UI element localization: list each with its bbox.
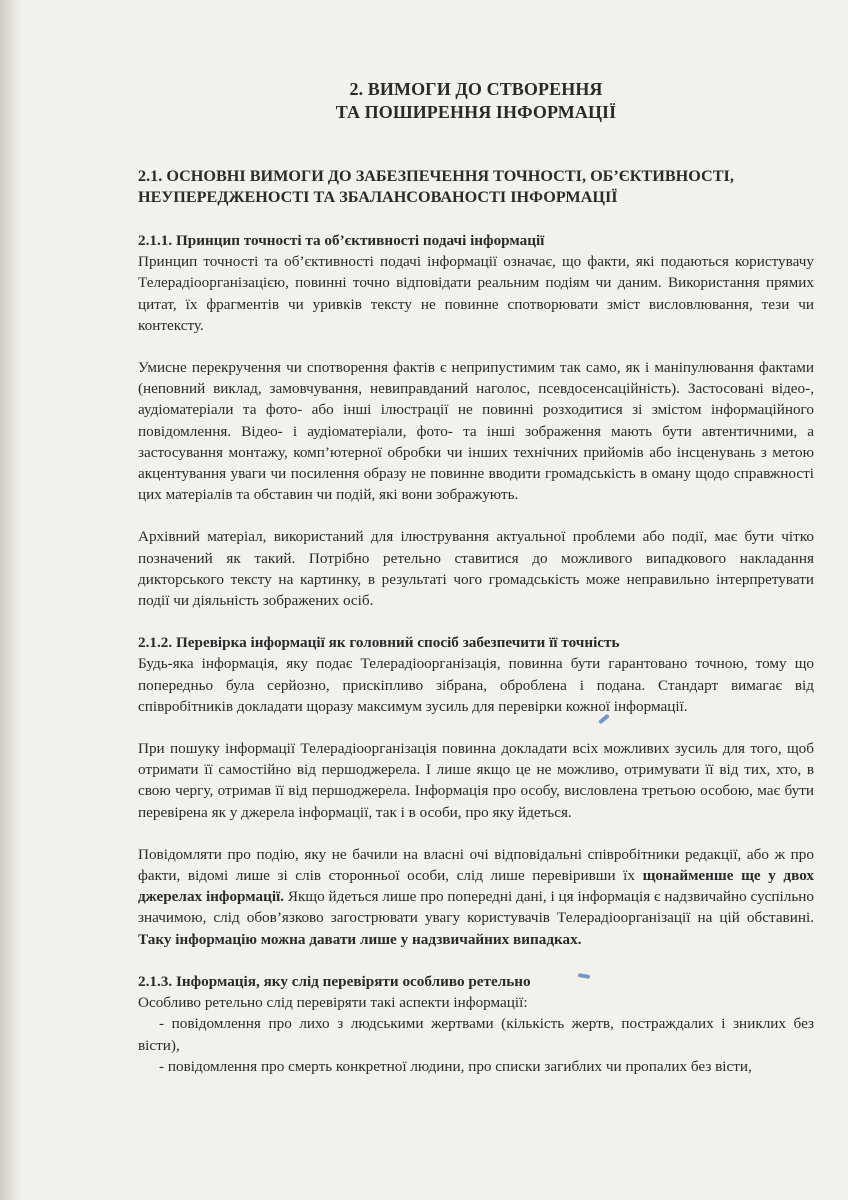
document-title [138,78,814,124]
paragraph: Архівний матеріал, використаний для ілюстрування актуальної проблеми або події, має бути чітко позначений як такий. Потрібно ретельно ставитися до можливого випадкового накладання дикторського тексту на картинку, в результаті чого громадськість може неправильно інтерпретувати події чи діяльність зображених осіб. [138,528,814,610]
scan-edge-shadow [0,0,22,1200]
title-line-2: ТА ПОШИРЕННЯ ІНФОРМАЦІЇ [335,102,617,122]
paragraph: Будь-яка інформація, яку подає Телерадіоорганізація, повинна бути гарантовано точною, тому що попередньо була серйозно, прискіпливо зібрана, оброблена і подана. Стандарт вимагає від співробітників докладати щоразу максимум зусиль для перевірки кожної інформації. [138,655,814,715]
text-run: Повідомляти про подію, яку не бачили на власні очі відповідальні співробітники редакції, або ж про факти, відомі лише зі слів сторонньої особи, слід лише перевіривши їх [138,845,814,885]
list-item: - повідомлення про лихо з людськими жертвами (кількість жертв, постраждалих і зниклих без вісти), [138,1015,814,1054]
list-item: - повідомлення про смерть конкретної людини, про списки загиблих чи пропалих без вісти, [159,1057,752,1075]
paragraph [138,844,814,950]
section-2-1-1-heading: 2.1.1. Принцип точності та об’єктивності подачі інформації [138,232,545,249]
section-2-1-heading: 2.1. ОСНОВНІ ВИМОГИ ДО ЗАБЕЗПЕЧЕННЯ ТОЧНОСТІ, ОБ’ЄКТИВНОСТІ, НЕУПЕРЕДЖЕНОСТІ ТА ЗБАЛАНСОВАНОСТІ ІНФОРМАЦІЇ [138,167,734,206]
section-2-1-2-heading: 2.1.2. Перевірка інформації як головний спосіб забезпечити її точність [138,634,620,652]
paragraph: Принцип точності та об’єктивності подачі інформації означає, що факти, які подаються користувачу Телерадіоорганізацією, повинні точно відповідати реальним подіям чи даним. Використання прямих цитат, їх фрагментів чи уривків тексту не повинне спотворювати зміст висловлювання, тези чи контексту. [138,253,814,334]
text-run: Якщо йдеться лише про попередні дані, і ця інформація є надзвичайно суспільно значимою, слід обов’язково загострювати увагу користувачів Телерадіоорганізації на цій обставині. [138,888,814,927]
paragraph: При пошуку інформації Телерадіоорганізація повинна докладати всіх можливих зусиль для того, щоб отримати її самостійно від першоджерела. І лише якщо це не можливо, отримувати її від тих, хто, в свою чергу, отримав її від першоджерела. Інформація про особу, висловлена третьою особою, має бути перевірена як у джерела інформації, так і в особи, про яку йдеться. [138,740,814,821]
paragraph: Особливо ретельно слід перевіряти такі аспекти інформації: [138,994,528,1012]
bold-text-run: Таку інформацію можна давати лише у надзвичайних випадках. [138,930,582,948]
title-line-1: 2. ВИМОГИ ДО СТВОРЕННЯ [349,79,603,99]
paragraph: Умисне перекручення чи спотворення фактів є неприпустимим так само, як і маніпулювання фактами (неповний виклад, замовчування, невиправданий наголос, псевдосенсаційність). Застосовані відео-, аудіоматеріали та фото- або інші ілюстрації не повинні розходитися зі змістом інформаційного повідомлення. Відео- і аудіоматеріали, фото- та інші зображення мають бути автентичними, а застосування монтажу, комп’ютерної обробки чи інших технічних прийомів або інсценувань з метою акцентування уваги чи посилення образу не повинне вводити громадськість в оману щодо справжності цих матеріалів та обставин чи подій, які вони зображують. [138,359,814,504]
bold-text-run: щонайменше ще у двох джерелах інформації. [138,867,815,906]
document-page [138,78,814,1077]
section-2-1-3-heading: 2.1.3. Інформація, яку слід перевіряти особливо ретельно [138,972,531,990]
